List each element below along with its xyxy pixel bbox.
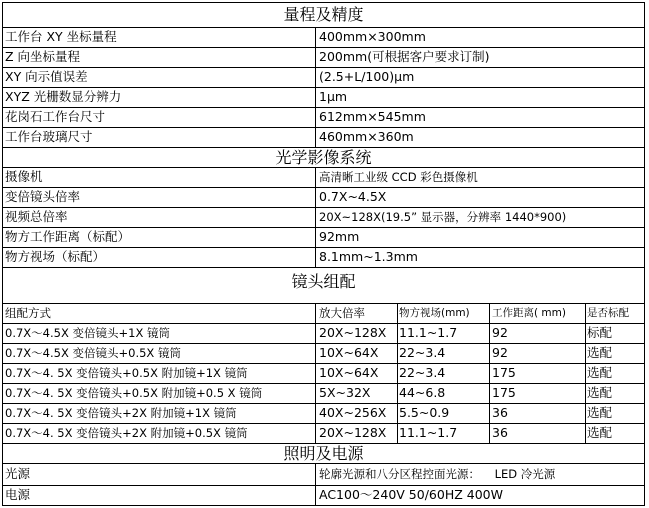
column-header: 工作距离( mm): [492, 307, 566, 320]
spec-row: [2, 168, 645, 188]
table-cell: 选配: [587, 385, 613, 401]
spec-value: 200mm(可根据客户要求订制): [319, 49, 490, 65]
table-row: [2, 384, 645, 404]
table-row: [2, 404, 645, 424]
table-cell: 22~3.4: [399, 365, 446, 381]
table-cell: 22~3.4: [399, 345, 446, 361]
section-header-range: [2, 2, 645, 28]
spec-value: 92mm: [319, 229, 360, 245]
spec-label: 工作台玻璃尺寸: [5, 129, 93, 145]
table-cell: 36: [492, 425, 508, 441]
section-title-power: 照明及电源: [283, 444, 364, 463]
spec-row: [2, 486, 645, 506]
table-cell: 10X~64X: [319, 345, 379, 361]
table-cell: 选配: [587, 345, 613, 361]
table-cell: 11.1~1.7: [399, 325, 458, 341]
spec-label: XYZ 光栅数显分辨力: [5, 89, 122, 105]
column-divider: [315, 304, 316, 444]
table-cell: 0.7X～4.5X 变倍镜头+0.5X 镜筒: [5, 345, 181, 360]
lens-table-header: [2, 304, 645, 324]
table-cell: 5X~32X: [319, 385, 371, 401]
section-title-optics: 光学影像系统: [275, 148, 372, 167]
column-divider: [315, 28, 316, 148]
table-cell: 5.5~0.9: [399, 405, 450, 421]
column-header: 物方视场(mm): [399, 307, 470, 320]
spec-value: 612mm×545mm: [319, 109, 426, 125]
spec-label: 物方视场（标配）: [5, 249, 106, 265]
spec-label: Z 向坐标量程: [5, 49, 81, 65]
table-cell: 36: [492, 405, 508, 421]
spec-label: 视频总倍率: [5, 209, 68, 225]
spec-row: [2, 208, 645, 228]
section-title-lens: 镜头组配: [291, 272, 356, 291]
spec-value: AC100～240V 50/60HZ 400W: [319, 487, 503, 503]
spec-label: 光源: [5, 466, 31, 482]
spec-label: 变倍镜头倍率: [5, 189, 81, 205]
table-cell: 40X~256X: [319, 405, 387, 421]
spec-row: [2, 128, 645, 148]
spec-row: [2, 228, 645, 248]
column-header: 组配方式: [5, 305, 51, 320]
column-divider: [489, 304, 490, 444]
table-cell: 选配: [587, 405, 613, 421]
spec-value: 1μm: [319, 89, 348, 105]
spec-label: 花岗石工作台尺寸: [5, 109, 106, 125]
table-cell: 选配: [587, 365, 613, 381]
spec-value: 高清晰工业级 CCD 彩色摄像机: [319, 169, 478, 184]
spec-row: [2, 464, 645, 486]
spec-row: [2, 48, 645, 68]
spec-value: 0.7X~4.5X: [319, 189, 387, 205]
table-cell: 0.7X～4. 5X 变倍镜头+0.5X 附加镜+0.5 X 镜筒: [5, 385, 263, 400]
column-divider: [315, 168, 316, 268]
column-divider: [585, 304, 586, 444]
table-cell: 175: [492, 385, 516, 401]
section-title-range: 量程及精度: [283, 4, 364, 24]
table-row: [2, 424, 645, 444]
spec-value: (2.5+L/100)μm: [319, 69, 415, 85]
spec-row: [2, 88, 645, 108]
spec-label: 工作台 XY 坐标量程: [5, 29, 117, 45]
spec-value: 20X~128X(19.5” 显示器，分辨率 1440*900): [319, 209, 567, 224]
spec-label: 物方工作距离（标配）: [5, 229, 131, 245]
section-header-lens: [2, 268, 645, 304]
column-header: 是否标配: [587, 307, 629, 320]
table-row: [2, 324, 645, 344]
table-cell: 0.7X～4.5X 变倍镜头+1X 镜筒: [5, 325, 170, 340]
table-row: [2, 344, 645, 364]
spec-row: [2, 68, 645, 88]
table-cell: 0.7X～4. 5X 变倍镜头+2X 附加镜+0.5X 镜筒: [5, 425, 248, 440]
spec-value: 400mm×300mm: [319, 29, 426, 45]
table-cell: 20X~128X: [319, 325, 387, 341]
spec-value: 轮廓光源和八分区程控面光源： LED 冷光源: [319, 466, 556, 481]
spec-row: [2, 108, 645, 128]
section-header-optics: [2, 148, 645, 168]
column-divider: [397, 304, 398, 444]
spec-value: 8.1mm~1.3mm: [319, 249, 418, 265]
spec-label: 摄像机: [5, 169, 43, 185]
table-cell: 0.7X～4. 5X 变倍镜头+0.5X 附加镜+1X 镜筒: [5, 365, 248, 380]
table-cell: 11.1~1.7: [399, 425, 458, 441]
table-cell: 92: [492, 325, 508, 341]
table-cell: 175: [492, 365, 516, 381]
table-row: [2, 364, 645, 384]
spec-row: [2, 188, 645, 208]
table-cell: 0.7X～4. 5X 变倍镜头+2X 附加镜+1X 镜筒: [5, 405, 237, 420]
table-cell: 选配: [587, 425, 613, 441]
spec-row: [2, 28, 645, 48]
column-header: 放大倍率: [319, 305, 365, 320]
spec-value: 460mm×360m: [319, 129, 414, 145]
section-header-power: [2, 444, 645, 464]
spec-label: XY 向示值误差: [5, 69, 88, 85]
table-cell: 44~6.8: [399, 385, 446, 401]
column-divider: [315, 464, 316, 506]
spec-row: [2, 248, 645, 268]
table-cell: 20X~128X: [319, 425, 387, 441]
spec-sheet: [2, 2, 645, 506]
table-cell: 92: [492, 345, 508, 361]
table-cell: 标配: [587, 325, 613, 341]
spec-label: 电源: [5, 487, 31, 503]
table-cell: 10X~64X: [319, 365, 379, 381]
